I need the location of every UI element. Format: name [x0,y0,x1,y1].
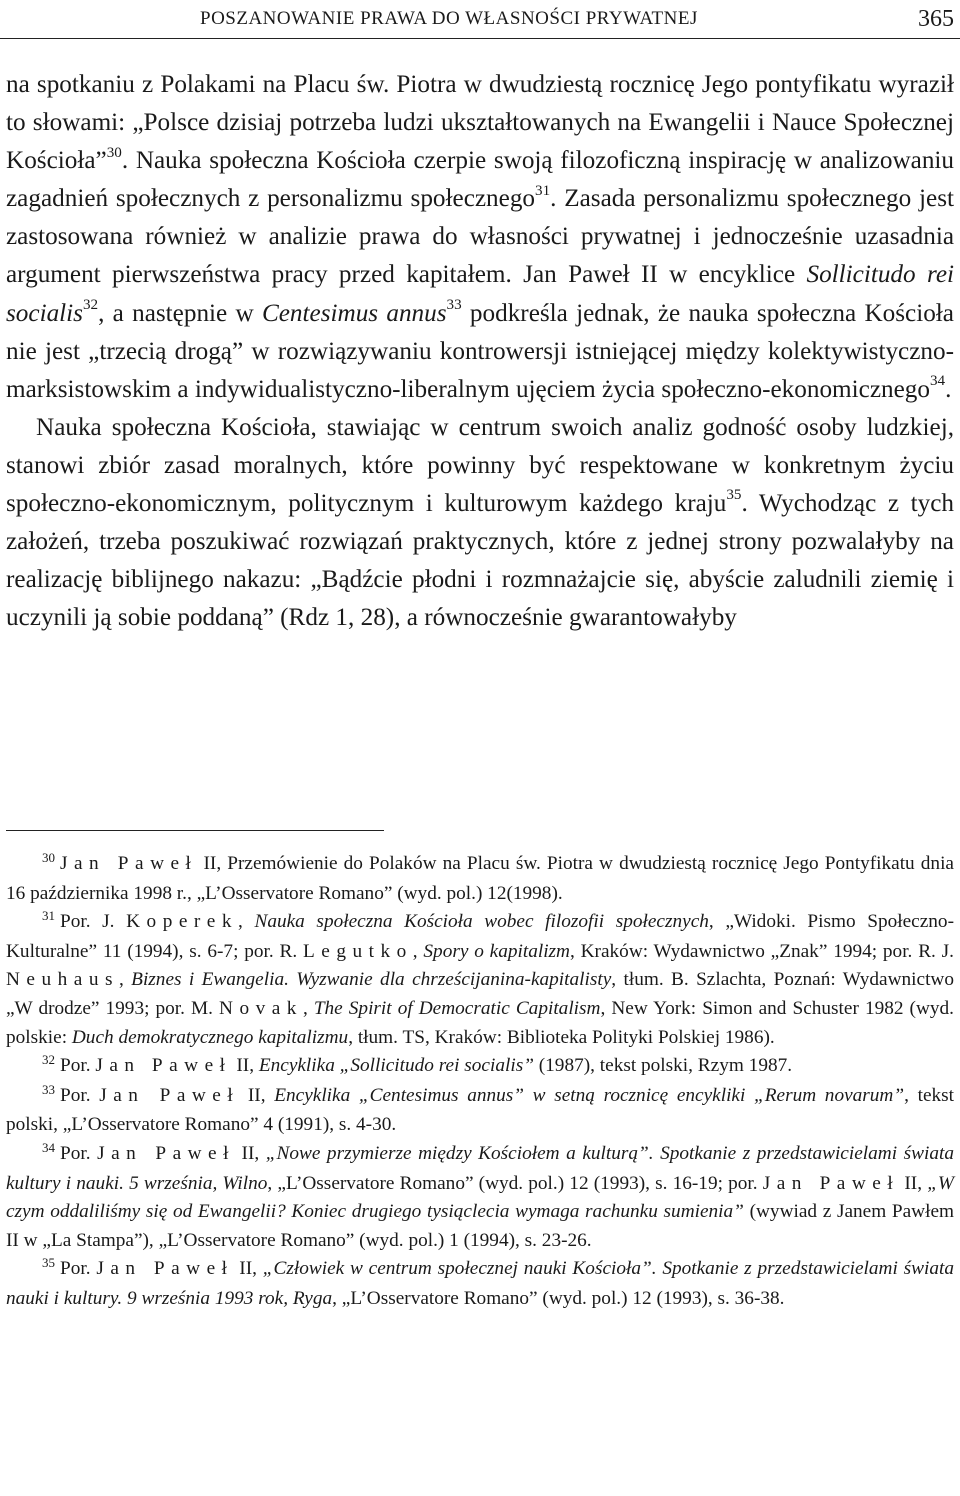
footnote-number: 32 [42,1052,55,1068]
author-name: Jan Paweł [97,1142,235,1164]
footnote-33: $^{33}$ Por. Jan Paweł II, Encyklika „Centesimus annus” w setną rocznicę encykliki „Rerum novarum”, tekst polski, „L’Osservatore Romano” 4 (1991), s. 4-30. [6,1081,955,1136]
work-title: „W czym oddaliliśmy się od Ewangelii? Koniec drugiego tysiąclecia wymaga rachunku sumienia” [6,1172,954,1223]
author-name: Jan Paweł [95,1055,232,1077]
footnote-ref-32: 32 [82,296,99,313]
footnote-number: 30 [42,850,55,865]
footnote-ref-35: 35 [726,487,742,504]
footnote-ref-31: 31 [535,182,551,199]
encyclical-title: Sollicitudo rei socialis [6,261,954,327]
author-name: Legutko [303,940,413,962]
work-title: „Człowiek w centrum społecznej nauki Kościoła”. Spotkanie z przedstawicielami świata nauki i kultury. 9 września 1993 rok, Ryga [6,1258,954,1309]
paragraph-2: Nauka społeczna Kościoła, stawiając w centrum swoich analiz godność osoby ludzkiej, stanowi zbiór zasad moralnych, które powinny być respektowane w konkretnym życiu społeczno-ekonomicznym, politycznym i kulturowym każdego kraju$^{35}$. Wychodząc z tych założeń, trzeba poszukiwać rozwiązań praktycznych, które z jednej strony pozwalałyby na realizację biblijnego nakazu: „Bądźcie płodni i rozmnażajcie się, abyście zaludnili ziemię i uczynili ją sobie poddaną” (Rdz 1, 28), a równocześnie gwarantowałyby [6,413,954,632]
footnote-number: 33 [42,1081,55,1097]
author-name: Jan Paweł [60,853,198,874]
author-name: Jan Paweł [762,1172,900,1194]
work-title: The Spirit of Democratic Capitalism [313,997,601,1019]
work-title: Nauka społeczna Kościoła wobec filozofii społecznych [254,911,709,933]
footnote-ref-34: 34 [929,373,946,390]
footnote-30: $^{30}$ Jan Paweł II, Przemówienie do Polaków na Placu św. Piotra w dwudziestą rocznicę Jego Pontyfikatu dnia 16 października 1998 r., „L’Osservatore Romano” (wyd. pol.) 12(1998). [6,850,954,904]
footnote-ref-33: 33 [446,296,462,313]
work-title: Duch demokratycznego kapitalizmu [71,1026,349,1048]
footnote-number: 31 [42,908,55,924]
footnote-35: $^{35}$ Por. Jan Paweł II, „Człowiek w centrum społecznej nauki Kościoła”. Spotkanie z przedstawicielami świata nauki i kultury. 9 września 1993 rok, Ryga, „L’Osservatore Romano” (wyd. pol.) 12 (1993), s. 36-38. [6,1255,954,1309]
footnote-number: 35 [42,1255,55,1271]
author-name: Novak [219,997,303,1019]
footnote-34: $^{34}$ Por. Jan Paweł II, „Nowe przymierze między Kościołem a kulturą”. Spotkanie z przedstawicielami świata kultury i nauki. 5 września, Wilno, „L’Osservatore Romano” (wyd. pol.) 12 (1993), s. 16-19; por. Jan Paweł II, „W czym oddaliliśmy się od Ewangelii? Koniec drugiego tysiąclecia wymaga rachunku sumienia” (wywiad z Janem Pawłem II w „La Stampa”), „L’Osservatore Romano” (wyd. pol.) 1 (1994), s. 23-26. [6,1139,954,1251]
page-number: 365 [918,6,954,32]
work-title: „Nowe przymierze między Kościołem a kulturą”. Spotkanie z przedstawicielami świata kultury i nauki. 5 września, Wilno [6,1142,954,1194]
running-head [0,4,960,39]
author-name: Koperek [126,911,239,933]
footnote-number: 34 [42,1139,55,1155]
work-title: Encyklika „Sollicitudo rei socialis” [258,1055,534,1077]
footnote-ref-30: 30 [106,144,122,161]
author-name: Neuhaus [6,969,119,991]
author-name: Jan Paweł [99,1084,240,1106]
running-head-title: POSZANOWANIE PRAWA DO WŁASNOŚCI PRYWATNEJ [200,8,698,29]
author-name: Jan Paweł [96,1258,234,1280]
encyclical-title: Centesimus annus [261,299,447,327]
main-text [6,66,954,637]
footnotes [6,850,954,1314]
work-title: Encyklika „Centesimus annus” w setną rocznicę encykliki „Rerum novarum” [274,1084,905,1106]
footnote-31: $^{31}$ Por. J. Koperek, Nauka społeczna Kościoła wobec filozofii społecznych, „Widoki. Pismo Społeczno-Kulturalne” 11 (1994), s. 6-7; por. R. Legutko, Spory o kapitalizm, Kraków: Wydawnictwo „Znak” 1994; por. R. J. Neuhaus, Biznes i Ewangelia. Wyzwanie dla chrześcijanina-kapitalisty, tłum. B. Szlachta, Poznań: Wydawnictwo „W drodze” 1993; por. M. Novak, The Spirit of Democratic Capitalism, New York: Simon and Schuster 1982 (wyd. polskie: Duch demokratycznego kapitalizmu, tłum. TS, Kraków: Biblioteka Polityki Polskiej 1986). [6,908,955,1048]
footnote-separator [6,830,384,831]
paragraph-1: na spotkaniu z Polakami na Placu św. Piotra w dwudziestą rocznicę Jego pontyfikatu wyraził to słowami: „Polsce dzisiaj potrzeba ludzi ukształtowanych na Ewangelii i Nauce Społecznej Kościoła”$^{30}$. Nauka społeczna Kościoła czerpie swoją filozoficzną inspirację w analizowaniu zagadnień społecznych z personalizmu społecznego$^{31}$. Zasada personalizmu społecznego jest zastosowana również w analizie prawa do własności prywatnej i jednocześnie uzasadnia argument pierwszeństwa pracy przed kapitałem. Jan Paweł II w encyklice Sollicitudo rei socialis$^{32}$, a następnie w Centesimus annus$^{33}$ podkreśla jednak, że nauka społeczna Kościoła nie jest „trzecią drogą” w rozwiązywaniu kontrowersji istniejącej między kolektywistyczno-marksistowskim a indywidualistyczno-liberalnym ujęciem życia społeczno-ekonomicznego$^{34}$. [6,71,954,403]
work-title: Spory o kapitalizm [423,940,570,962]
footnote-32: $^{32}$ Por. Jan Paweł II, Encyklika „Sollicitudo rei socialis” (1987), tekst polski, Rzym 1987. [42,1052,793,1077]
work-title: Biznes i Ewangelia. Wyzwanie dla chrześcijanina-kapitalisty [131,969,612,991]
